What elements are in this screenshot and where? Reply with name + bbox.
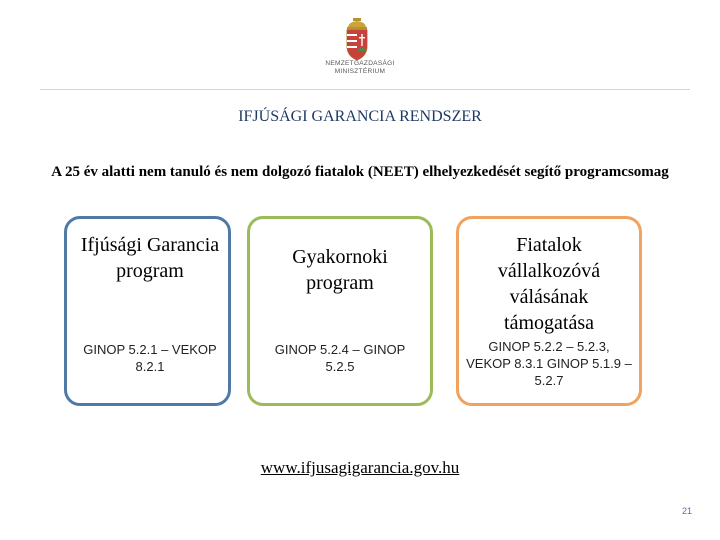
program-1-heading: Ifjúsági Garancia program [80, 234, 220, 282]
program-1-detail: GINOP 5.2.1 – VEKOP 8.2.1 [83, 342, 217, 374]
coat-of-arms-icon [342, 18, 372, 62]
program-2-heading: Gyakornoki program [292, 246, 388, 294]
slide-subtitle: A 25 év alatti nem tanuló és nem dolgozó fiatalok (NEET) elhelyezkedését segítő programcsomag [51, 164, 669, 180]
program-2-detail: GINOP 5.2.4 – GINOP 5.2.5 [274, 342, 406, 374]
header-divider [40, 89, 690, 90]
program-3-detail: GINOP 5.2.2 – 5.2.3, VEKOP 8.3.1 GINOP 5.1.9 – 5.2.7 [466, 339, 632, 388]
ministry-name [300, 60, 420, 76]
ministry-line-1: NEMZETGAZDASÁGI [325, 60, 395, 67]
program-3-heading: Fiatalok vállalkozóvá válásának támogatása [497, 234, 601, 334]
website-link[interactable]: www.ifjusagigarancia.gov.hu [260, 458, 460, 477]
website-link-container [0, 458, 720, 478]
slide-title: IFJÚSÁGI GARANCIA RENDSZER [238, 108, 482, 125]
ministry-line-2: MINISZTÉRIUM [334, 68, 386, 75]
page-number: 21 [681, 506, 692, 516]
